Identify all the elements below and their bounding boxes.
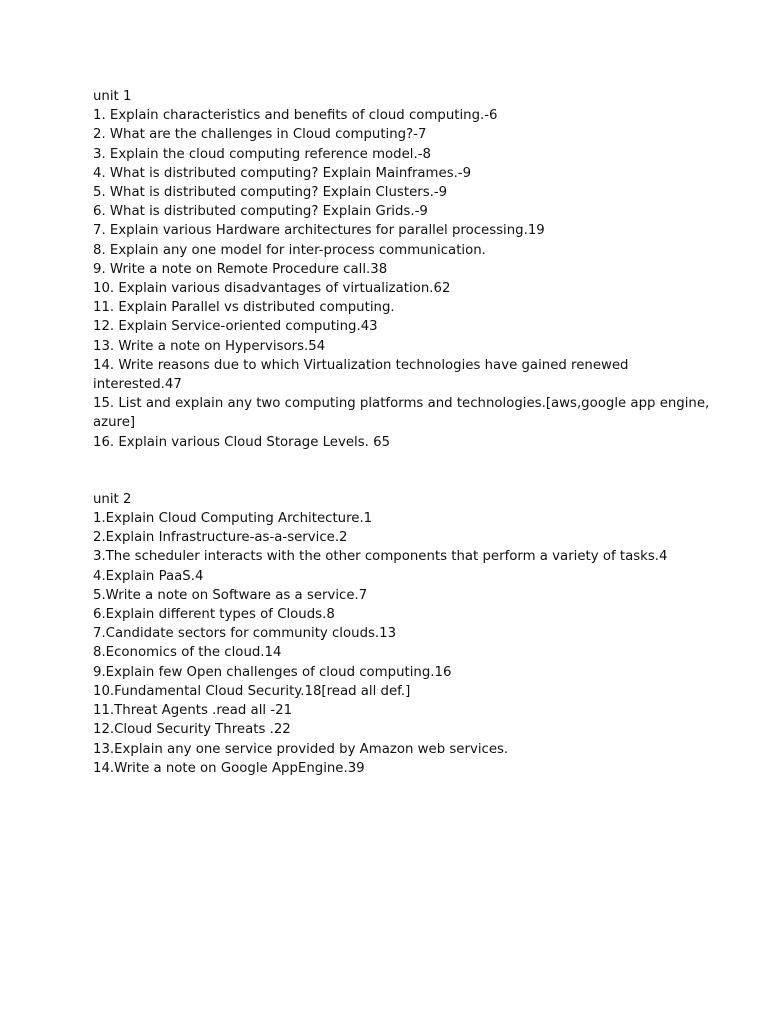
unit-2-item: 14.Write a note on Google AppEngine.39 [93, 760, 365, 776]
unit-1-item: 5. What is distributed computing? Explain Clusters.-9 [93, 185, 448, 201]
unit-2-item: 4.Explain PaaS.4 [93, 568, 204, 584]
unit-2-item: 3.The scheduler interacts with the other components that perform a variety of tasks.4 [93, 549, 668, 565]
unit-1-item: 4. What is distributed computing? Explain Mainframes.-9 [93, 165, 472, 181]
unit-1-item: 13. Write a note on Hypervisors.54 [93, 338, 326, 354]
unit-1-item: 10. Explain various disadvantages of virtualization.62 [93, 281, 451, 297]
unit-1-item: 6. What is distributed computing? Explain Grids.-9 [93, 204, 428, 220]
unit-2-heading: unit 2 [93, 491, 132, 507]
unit-2-item: 11.Threat Agents .read all -21 [93, 703, 293, 719]
unit-2-item: 9.Explain few Open challenges of cloud computing.16 [93, 664, 452, 680]
unit-2-section [93, 490, 693, 778]
unit-1-item: 2. What are the challenges in Cloud computing?-7 [93, 127, 427, 143]
unit-1-item: 12. Explain Service-oriented computing.43 [93, 319, 378, 335]
unit-2-item: 5.Write a note on Software as a service.7 [93, 587, 368, 603]
unit-2-item: 6.Explain different types of Clouds.8 [93, 607, 335, 623]
unit-2-item: 12.Cloud Security Threats .22 [93, 722, 291, 738]
document-page [93, 87, 710, 778]
unit-2-item: 10.Fundamental Cloud Security.18[read all def.] [93, 683, 411, 699]
unit-1-item: 15. List and explain any two computing platforms and technologies.[aws,google app engine, [93, 396, 710, 412]
unit-1-item: 11. Explain Parallel vs distributed computing. [93, 300, 395, 316]
unit-1-item-continuation: azure] [93, 415, 136, 431]
unit-2-item: 7.Candidate sectors for community clouds.13 [93, 626, 397, 642]
unit-1-item: 7. Explain various Hardware architectures for parallel processing.19 [93, 223, 545, 239]
unit-1-item: 14. Write reasons due to which Virtualization technologies have gained renewed [93, 357, 629, 373]
unit-2-item: 1.Explain Cloud Computing Architecture.1 [93, 511, 373, 527]
unit-1-item: 16. Explain various Cloud Storage Levels. 65 [93, 434, 391, 450]
unit-2-item: 2.Explain Infrastructure-as-a-service.2 [93, 530, 348, 546]
unit-1-item: 3. Explain the cloud computing reference model.-8 [93, 146, 431, 162]
unit-1-item: 8. Explain any one model for inter-process communication. [93, 242, 486, 258]
unit-2-item: 13.Explain any one service provided by Amazon web services. [93, 741, 509, 757]
unit-1-item: 1. Explain characteristics and benefits of cloud computing.-6 [93, 108, 498, 124]
unit-2-item: 8.Economics of the cloud.14 [93, 645, 282, 661]
unit-1-heading: unit 1 [93, 89, 132, 104]
unit-1-item: 9. Write a note on Remote Procedure call.38 [93, 261, 388, 277]
unit-1-section [93, 87, 710, 452]
unit-1-item-continuation: interested.47 [93, 377, 182, 393]
